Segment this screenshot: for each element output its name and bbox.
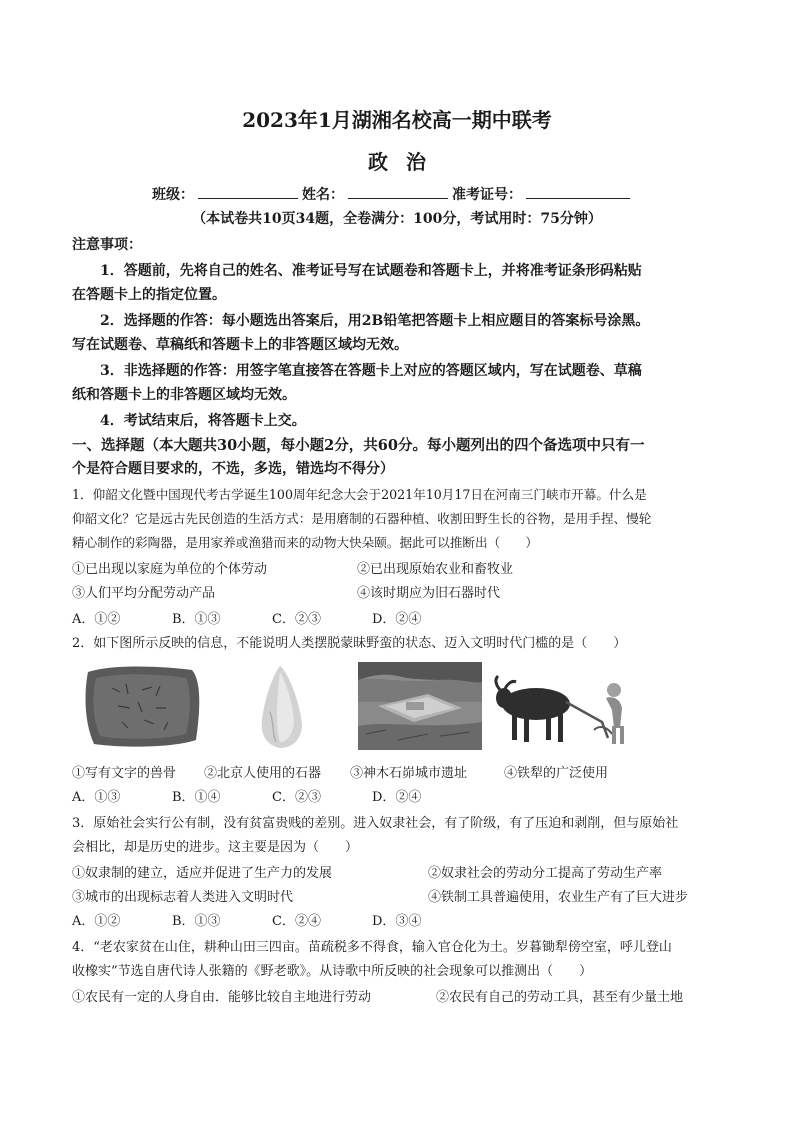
q2-choice-c: C．②③ (272, 790, 321, 805)
q3-stem-line: 3．原始社会实行公有制，没有贫富贵贱的差别。进入奴隶社会，有了阶级，有了压迫和剥削，但与原始社 (72, 816, 679, 831)
q1-stem-line: 精心制作的彩陶器，是用家养或渔猎而来的动物大快朵颐。据此可以推断出（ ） (72, 535, 538, 550)
section-heading-line: 一、选择题（本大题共30小题，每小题2分，共60分。每小题列出的四个备选项中只有一 (72, 437, 645, 454)
exam-scope: （本试卷共10页34题，全卷满分：100分，考试用时：75分钟） (192, 211, 602, 227)
q1-item: ①已出现以家庭为单位的个体劳动 (72, 562, 268, 577)
q1-choice-d: D．②④ (372, 612, 422, 627)
q4-item: ①农民有一定的人身自由．能够比较自主地进行劳动 (72, 990, 372, 1005)
q1-choice-c: C．②③ (272, 612, 321, 627)
q2-caption: ③神木石峁城市遗址 (350, 766, 468, 781)
student-info-row (152, 184, 634, 204)
notice-line: 在答题卡上的指定位置。 (72, 287, 226, 303)
q1-item: ②已出现原始农业和畜牧业 (357, 562, 514, 577)
q1-choice-a: A．①② (72, 612, 121, 627)
notice-line: 2．选择题的作答：每小题选出答案后，用2B铅笔把答题卡上相应题目的答案标号涂黑。 (100, 313, 650, 329)
notice-line: 3．非选择题的作答：用签字笔直接答在答题卡上对应的答题区域内，写在试题卷、草稿 (100, 363, 642, 379)
q2-choice-d: D．②④ (372, 790, 422, 805)
q1-stem-line: 1．仰韶文化暨中国现代考古学诞生100周年纪念大会于2021年10月17日在河南三门峡市开幕。什么是 (72, 487, 647, 502)
q2-choice-a: A．①③ (72, 790, 121, 805)
notice-line: 1．答题前，先将自己的姓名、准考证号写在试题卷和答题卡上，并将准考证条形码粘贴 (100, 263, 642, 279)
q4-stem-line: 4．“老农家贫在山住，耕种山田三四亩。苗疏税多不得食，输入官仓化为土。岁暮锄犁傍空室，呼儿登山 (72, 940, 672, 955)
subject-title: 政治 (368, 150, 444, 174)
q2-stem: 2．如下图所示反映的信息，不能说明人类摆脱蒙昧野蛮的状态、迈入文明时代门槛的是（ ） (72, 636, 627, 651)
exam-title: 2023年1月湖湘名校高一期中联考 (242, 108, 552, 132)
q3-choice-c: C．②④ (272, 914, 321, 929)
notice-line: 纸和答题卡上的非答题区域均无效。 (72, 387, 296, 403)
stone-tool-photo (256, 662, 306, 750)
q2-choice-b: B．①④ (172, 790, 221, 805)
q3-choice-a: A．①② (72, 914, 121, 929)
section-heading-line: 个是符合题目要求的，不选，多选，错选均不得分） (72, 461, 394, 477)
q1-item: ④该时期应为旧石器时代 (357, 586, 501, 601)
q1-stem-line: 仰韶文化？它是远古先民创造的生活方式：是用磨制的石器种植、收割田野生长的谷物，是用手捏、慢轮 (72, 511, 652, 526)
notice-line: 4．考试结束后，将答题卡上交。 (100, 413, 306, 429)
oracle-bone-photo (82, 662, 204, 750)
q3-choice-b: B．①③ (172, 914, 221, 929)
q2-caption: ②北京人使用的石器 (204, 766, 322, 781)
q4-item: ②农民有自己的劳动工具，甚至有少量土地 (436, 990, 684, 1005)
exam-no-blank (526, 184, 630, 199)
q3-item: ④铁制工具普遍使用，农业生产有了巨大进步 (428, 890, 689, 905)
q1-choice-b: B．①③ (172, 612, 221, 627)
notice-line: 写在试题卷、草稿纸和答题卡上的非答题区域均无效。 (72, 337, 408, 353)
q3-choice-d: D．③④ (372, 914, 422, 929)
q1-item: ③人们平均分配劳动产品 (72, 586, 216, 601)
q3-item: ①奴隶制的建立，适应并促进了生产力的发展 (72, 866, 333, 881)
name-blank (348, 184, 448, 199)
q2-caption: ④铁犁的广泛使用 (504, 766, 609, 781)
q3-item: ②奴隶社会的劳动分工提高了劳动生产率 (428, 866, 663, 881)
city-ruins-photo (358, 662, 482, 750)
notice-heading: 注意事项： (72, 237, 142, 253)
class-label: 班级： (152, 187, 194, 203)
q4-stem-line: 收橡实”节选自唐代诗人张籍的《野老歌》。从诗歌中所反映的社会现象可以推测出（ ） (72, 964, 593, 979)
q2-caption: ①写有文字的兽骨 (72, 766, 177, 781)
class-blank (198, 184, 298, 199)
q3-item: ③城市的出现标志着人类进入文明时代 (72, 890, 294, 905)
name-label: 姓名： (302, 187, 344, 203)
exam-no-label: 准考证号： (452, 187, 522, 203)
ox-plow-illustration (490, 662, 632, 750)
q3-stem-line: 会相比，却是历史的进步。这主要是因为（ ） (72, 840, 359, 855)
